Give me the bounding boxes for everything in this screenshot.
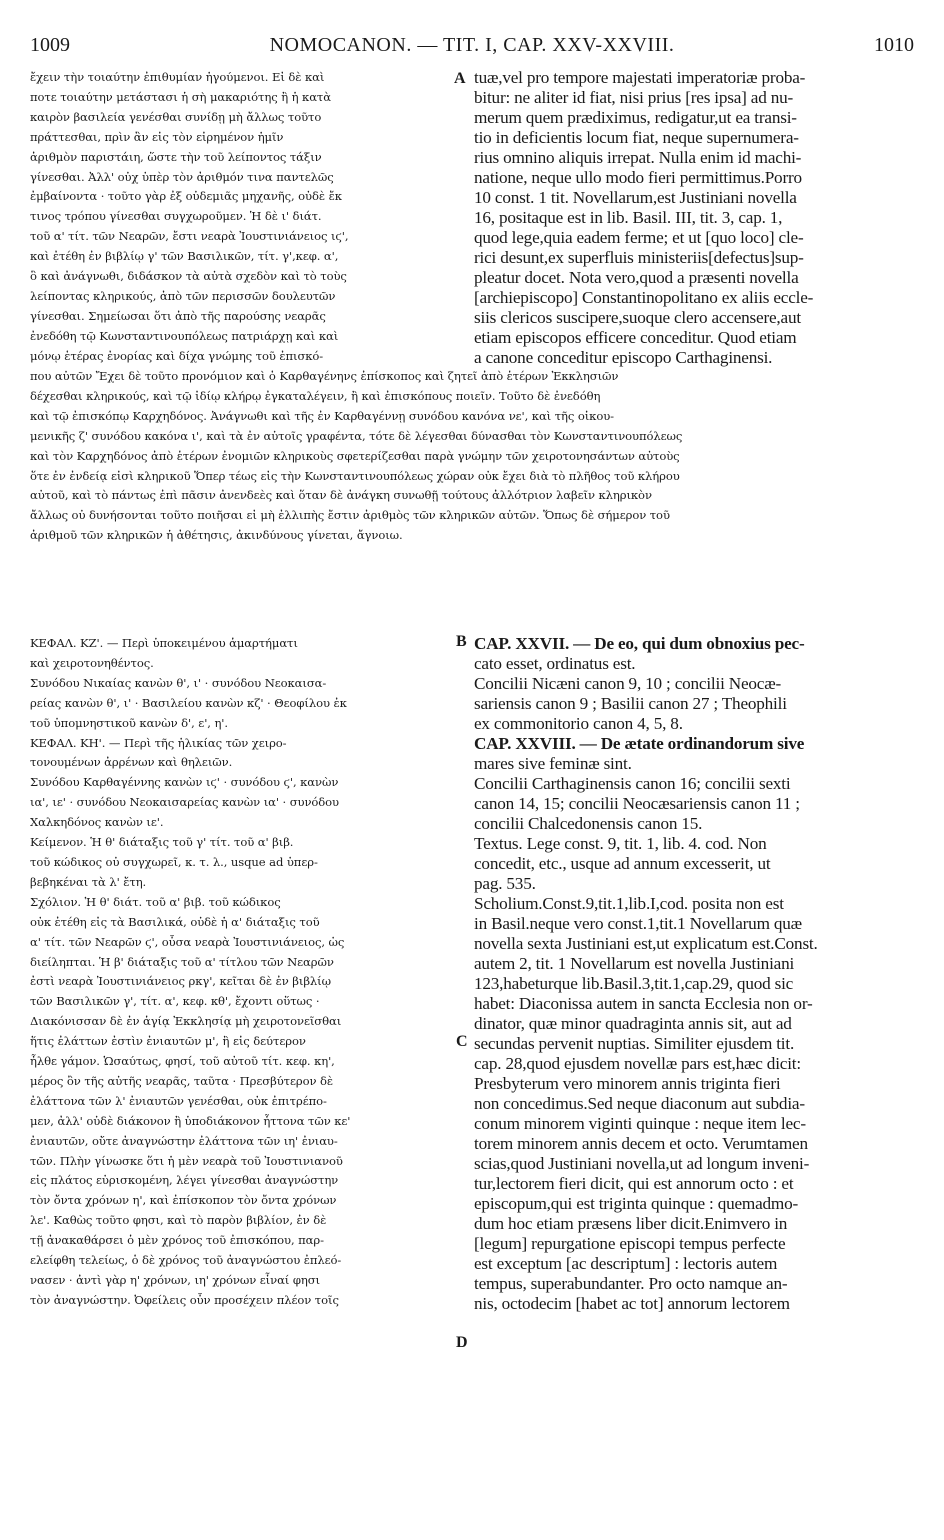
greek-line: ἐλάττονα τῶν λ' ἐνιαυτῶν γενέσθαι, οὐκ ἐπιτρέπο- xyxy=(30,1093,327,1108)
greek-line: ἐμβαίνοντα · τοῦτο γὰρ ἐξ οὐδεμιᾶς μηχανῆς, οὐδὲ ἔκ xyxy=(30,189,342,204)
greek-line: καὶ τῷ ἐπισκόπῳ Καρχηδόνος. Ἀνάγνωθι καὶ τῆς ἐν Καρθαγέννῃ συνόδου κανόνα νε', καὶ τῆς οἰκου- xyxy=(30,408,614,423)
greek-line: ΚΕΦΑΛ. ΚΗ'. — Περὶ τῆς ἡλικίας τῶν χειρο- xyxy=(30,735,287,750)
latin-line: rius omnino aliquis irrepat. Nulla enim id machi- xyxy=(474,148,802,167)
greek-line: βεβηκέναι τὰ λ' ἔτη. xyxy=(30,874,147,889)
greek-line: νασεν · ἀντὶ γὰρ η' χρόνων, ιη' χρόνων εἶναί φησι xyxy=(30,1273,320,1287)
latin-line: tempus, superabundanter. Pro octo namque an- xyxy=(474,1274,788,1293)
margin-letter-b: B xyxy=(456,633,467,650)
latin-line: Textus. Lege const. 9, tit. 1, lib. 4. cod. Non xyxy=(474,834,767,853)
latin-line: 16, positaque est in lib. Basil. III, tit. 3, cap. 1, xyxy=(474,208,783,227)
latin-line: Concilii Nicæni canon 9, 10 ; concilii Neocæ- xyxy=(474,674,781,693)
greek-line: ποτε τοιαύτην μετάστασι ἡ σὴ μακαριότης ἢ ἡ κατὰ xyxy=(30,89,331,104)
greek-line: τῶν Βασιλικῶν γ', τίτ. α', κεφ. κθ', ἔχοντι οὕτως · xyxy=(30,994,320,1009)
greek-line: ἥτις ἐλάττων ἐστὶν ἐνιαυτῶν μ', ἢ εἰς δεύτερον xyxy=(30,1034,306,1049)
latin-line: sariensis canon 9 ; Basilii canon 27 ; Theophili xyxy=(474,694,787,713)
latin-line: Scholium.Const.9,tit.1,lib.I,cod. posita non est xyxy=(474,894,784,913)
greek-line: Συνόδου Νικαίας κανὼν θ', ι' · συνόδου Νεοκαισα- xyxy=(30,675,327,690)
latin-column-bottom xyxy=(474,634,920,1314)
page-number-left: 1009 xyxy=(30,34,70,56)
greek-line: εἰς πλάτος εὑρισκομένη, λέγει γίνεσθαι ἀναγνώστην xyxy=(30,1173,339,1188)
latin-line: autem 2, tit. 1 Novellarum est novella Justiniani xyxy=(474,954,795,973)
greek-line: Συνόδου Καρθαγέννης κανὼν ιϛ' · συνόδου ϛ', κανὼν xyxy=(30,775,339,790)
greek-column-top xyxy=(30,68,454,367)
greek-line: καὶ τὸν Καρχηδόνος ἀπὸ ἑτέρων ἐνομιῶν κληρικοὺς σφετερίζεσθαι παρὰ γνώμην τῶν χειροτονησάντων αὐτοὺς xyxy=(30,448,680,463)
greek-line: δέχεσθαι κληρικούς, καὶ τῷ ἰδίῳ κλήρῳ ἐγκαταλέγειν, ἢ καὶ ἐπισκόπους ποιεῖν. Τοῦτο δὲ ἐνεδόθη xyxy=(30,388,601,403)
greek-line: Κείμενον. Ἡ θ' διάταξις τοῦ γ' τίτ. τοῦ α' βιβ. xyxy=(30,835,294,850)
latin-line: cap. 28,quod ejusdem novellæ pars est,hæc dicit: xyxy=(474,1054,801,1073)
latin-line: scias,quod Justiniani novella,ut ad longum inveni- xyxy=(474,1154,810,1173)
running-header xyxy=(30,30,914,62)
latin-line: tuæ,vel pro tempore majestati imperatoriæ proba- xyxy=(474,68,806,87)
latin-line: est exceptum [ac descriptum] : lectoris autem xyxy=(474,1254,778,1273)
margin-letter-a: A xyxy=(454,70,466,87)
greek-line: αὐτοῦ, καὶ τὸ πάντως ἐπὶ πᾶσιν ἀνενδεὲς καὶ ὅταν δὲ ἀνάγκη συνωθῇ τούτους ἀλλότριον λαβεῖν κληρικὸν xyxy=(30,488,652,503)
greek-line: ὃ καὶ ἀνάγνωθι, διδάσκον τὰ αὐτὰ σχεδὸν καὶ τὸ τοὺς xyxy=(30,269,347,284)
latin-line: concedit, etc., usque ad annum excesserit, ut xyxy=(474,854,771,873)
greek-line: καὶ ἐτέθη ἐν βιβλίῳ γ' τῶν Βασιλικῶν, τίτ. γ',κεφ. α', xyxy=(30,249,339,264)
greek-line: ἐνεδόθη τῷ Κωνσταντινουπόλεως πατριάρχῃ καὶ καὶ xyxy=(30,328,339,343)
latin-line: 10 const. 1 tit. Novellarum,est Justiniani novella xyxy=(474,188,797,207)
greek-full-width xyxy=(30,367,920,546)
greek-line: πράττεσθαι, πρὶν ἂν εἰς τὸν εἰρημένον ἡμῖν xyxy=(30,129,284,144)
latin-line: in Basil.neque vero const.1,tit.1 Novellarum quæ xyxy=(474,914,802,933)
page-number-right: 1010 xyxy=(874,34,914,56)
greek-column-bottom xyxy=(30,634,454,1311)
latin-line: Concilii Carthaginensis canon 16; concilii sexti xyxy=(474,774,791,793)
greek-line: ἄλλως οὐ δυνήσονται τοῦτο ποιῆσαι εἰ μὴ ἐλλιπὴς ἔστιν ἀριθμὸς τῶν κληρικῶν αὐτῶν. Ὅπως δὲ σήμερον τοῦ xyxy=(30,508,670,523)
greek-line: Χαλκηδόνος κανὼν ιε'. xyxy=(30,815,164,830)
greek-line: ἀριθμοῦ τῶν κληρικῶν ἡ ἀθέτησις, ἀκινδύνους γίνεται, ἄγνοιω. xyxy=(30,528,403,543)
greek-line: καὶ χειροτονηθέντος. xyxy=(30,655,154,670)
latin-line: nis, octodecim [habet ac tot] annorum lectorem xyxy=(474,1294,790,1313)
greek-line: γίνεσθαι. Σημείωσαι ὅτι ἀπὸ τῆς παρούσης νεαρᾶς xyxy=(30,308,326,323)
latin-line: mares sive feminæ sint. xyxy=(474,754,632,773)
margin-letter-d: D xyxy=(456,1334,468,1351)
greek-line: ἐστὶ νεαρὰ Ἰουστινιάνειος ρκγ', κεῖται δὲ ἐν βιβλίῳ xyxy=(30,974,331,989)
greek-line: λείποντας κληρικούς, ἀπὸ τῶν περισσῶν δουλευτῶν xyxy=(30,288,336,303)
latin-line: conum minorem viginti quinque : neque item lec- xyxy=(474,1114,806,1133)
greek-line: γίνεσθαι. Ἀλλ' οὐχ ὑπὲρ τὸν ἀριθμόν τινα παντελῶς xyxy=(30,169,334,184)
greek-line: ἀριθμὸν παριστάιη, ὥστε τὴν τοῦ λείποντος τάξιν xyxy=(30,149,322,164)
latin-line: [archiepiscopo] Constantinopolitano ex aliis eccle- xyxy=(474,288,814,307)
latin-line: episcopum,qui est triginta quinque : quemadmo- xyxy=(474,1194,798,1213)
latin-line: novella sexta Justiniani est,ut explicatum est.Const. xyxy=(474,934,818,953)
greek-line: τινος τρόπου γίνεσθαι συγχωροῦμεν. Ἡ δὲ ι' διάτ. xyxy=(30,209,322,224)
latin-line: Presbyterum vero minorem annis triginta fieri xyxy=(474,1074,781,1093)
latin-line: 123,habeturque lib.Basil.3,tit.1,cap.29, quod sic xyxy=(474,974,794,993)
greek-line: καιρὸν βασιλεία γενέσθαι συνίδῃ μὴ ἄλλως τοῦτο xyxy=(30,109,322,124)
latin-line: dum hoc etiam præsens liber dicit.Enimvero in xyxy=(474,1214,788,1233)
latin-line: torem minorem annis decem et octo. Verumtamen xyxy=(474,1134,808,1153)
greek-line: μόνῳ ἑτέρας ἐνορίας καὶ δίχα γνώμης τοῦ ἐπισκό- xyxy=(30,348,324,363)
greek-line: τῇ ἀνακαθάρσει ὁ μὲν χρόνος τοῦ ἐπισκόπου, παρ- xyxy=(30,1233,324,1248)
greek-line: ἔχειν τὴν τοιαύτην ἐπιθυμίαν ἡγούμενοι. Εἰ δὲ καὶ xyxy=(30,70,325,84)
latin-line: merum quem prædiximus, redigatur,ut ea transi- xyxy=(474,108,797,127)
latin-line: rici desunt,ex superfluis ministeriis[defectus]sup- xyxy=(474,248,804,267)
latin-line: pag. 535. xyxy=(474,874,536,893)
latin-line: tio in deficientis locum fiat, neque supernumera- xyxy=(474,128,799,147)
greek-line: ἐνιαυτῶν, οὔτε ἀναγνώστην ἐλάττονα τῶν ιη' ἐνιαυ- xyxy=(30,1133,338,1148)
latin-line: siis clericos suscipere,suoque clero accensere,aut xyxy=(474,308,801,327)
greek-line: διείληπται. Ἡ β' διάταξις τοῦ α' τίτλου τῶν Νεαρῶν xyxy=(30,954,334,969)
latin-line: tur,lectorem fieri dicit, qui est annorum octo : et xyxy=(474,1174,794,1193)
greek-line: μέρος ὂν τῆς αὐτῆς νεαρᾶς, ταῦτα · Πρεσβύτερον δὲ xyxy=(30,1073,334,1088)
greek-line: τοῦ α' τίτ. τῶν Νεαρῶν, ἔστι νεαρὰ Ἰουστινιάνειος ιϛ', xyxy=(30,229,349,244)
greek-line: ΚΕΦΑΛ. ΚΖ'. — Περὶ ὑποκειμένου ἁμαρτήματι xyxy=(30,636,298,650)
greek-line: μενικῆς ζ' συνόδου κακόνα ι', καὶ τὰ ἐν αὐτοῖς γραφέντα, τότε δὲ λέγεσθαι δύνασθαι τὸν Κωνσταντινουπόλεως xyxy=(30,428,683,443)
margin-letter-c: C xyxy=(456,1033,468,1050)
greek-line: μεν, ἀλλ' οὐδὲ διάκονον ἢ ὑποδιάκονον ἧττονα τῶν κε' xyxy=(30,1113,351,1128)
greek-line: ια', ιε' · συνόδου Νεοκαισαρείας κανὼν ια' · συνόδου xyxy=(30,795,340,810)
latin-line: pleatur docet. Nota vero,quod a præsenti novella xyxy=(474,268,799,287)
greek-line: ὅτε ἐν ἐνδείᾳ εἰσὶ κληρικοῦ Ὅπερ τέως εἰς τὴν Κωνσταντινουπόλεως χώραν οὐκ ἔχει διὰ τὸ πλῆθος τοῦ κλήρου xyxy=(30,468,680,483)
latin-line: secundas pervenit nuptias. Similiter ejusdem tit. xyxy=(474,1034,795,1053)
latin-line: a canone conceditur episcopo Carthaginensi. xyxy=(474,348,773,367)
latin-line: natione, neque ullo modo fieri permittimus.Porro xyxy=(474,168,802,187)
greek-line: τὸν ὄντα χρόνων η', καὶ ἐπίσκοπον τὸν ὄντα χρόνων xyxy=(30,1193,337,1208)
latin-line: non concedimus.Sed neque diaconum aut subdia- xyxy=(474,1094,805,1113)
greek-line: α' τίτ. τῶν Νεαρῶν ϛ', οὖσα νεαρὰ Ἰουστινιάνειος, ὡς xyxy=(30,934,345,949)
greek-line: ελείφθη τελείως, ὁ δὲ χρόνος τοῦ ἀναγνώστου ἐπλεό- xyxy=(30,1253,342,1268)
latin-line: bitur: ne aliter id fiat, nisi prius [res ipsa] ad nu- xyxy=(474,88,794,107)
greek-line: ρείας κανὼν θ', ι' · Βασιλείου κανὼν κζ' · Θεοφίλου ἐκ xyxy=(30,695,347,710)
latin-line: ex commonitorio canon 4, 5, 8. xyxy=(474,714,683,733)
latin-line: concilii Chalcedonensis canon 15. xyxy=(474,814,703,833)
greek-line: λε'. Καθὼς τοῦτο φησι, καὶ τὸ παρὸν βιβλίον, ἐν δὲ xyxy=(30,1213,327,1228)
latin-column-top xyxy=(474,68,920,368)
latin-line: habet: Diaconissa autem in sancta Ecclesia non or- xyxy=(474,994,813,1013)
greek-line: τοῦ ὑπομνηστικοῦ κανὼν δ', ε', η'. xyxy=(30,715,228,730)
greek-line: τοῦ κώδικος οὐ συγχωρεῖ, κ. τ. λ., usque ad ὑπερ- xyxy=(30,854,318,869)
latin-line: dinator, quæ minor quadraginta annis sit, aut ad xyxy=(474,1014,792,1033)
greek-line: οὐκ ἐτέθη εἰς τὰ Βασιλικά, οὐδὲ ἡ α' διάταξις τοῦ xyxy=(30,914,320,929)
latin-line: CAP. XXVIII. — De ætate ordinandorum sive xyxy=(474,734,805,753)
greek-line: Σχόλιον. Ἡ θ' διάτ. τοῦ α' βιβ. τοῦ κώδικος xyxy=(30,894,281,909)
greek-line: Διακόνισσαν δὲ ἐν ἁγίᾳ Ἐκκλησίᾳ μὴ χειροτονεῖσθαι xyxy=(30,1014,342,1029)
greek-line: τῶν. Πλὴν γίνωσκε ὅτι ἡ μὲν νεαρὰ τοῦ Ἰουστινιανοῦ xyxy=(30,1153,343,1168)
latin-line: etiam episcopos efficere conceditur. Quod etiam xyxy=(474,328,797,347)
greek-line: ἦλθε γάμον. Ὡσαύτως, φησί, τοῦ αὐτοῦ τίτ. κεφ. κη', xyxy=(30,1054,335,1069)
greek-line: τονουμένων ἀρρένων καὶ θηλειῶν. xyxy=(30,755,233,770)
greek-line: που αὐτῶν Ἔχει δὲ τοῦτο προνόμιον καὶ ὁ Καρθαγένηνς ἐπίσκοπος καὶ ζητεῖ ἀπὸ ἑτέρων Ἐκκλησιῶν xyxy=(30,369,619,383)
running-title: NOMOCANON. — TIT. I, CAP. XXV-XXVIII. xyxy=(269,34,675,56)
latin-line: [legum] repurgatione episcopi tempus perfecte xyxy=(474,1234,786,1253)
latin-line: canon 14, 15; concilii Neocæsariensis canon 11 ; xyxy=(474,794,800,813)
latin-line: CAP. XXVII. — De eo, qui dum obnoxius pec- xyxy=(474,634,805,653)
latin-line: quod lege,quia eadem ferme; et ut [quo loco] cle- xyxy=(474,228,804,247)
latin-line: cato esset, ordinatus est. xyxy=(474,654,636,673)
greek-line: τὸν ἀναγνώστην. Ὀφείλεις οὖν προσέχειν πλέον τοῖς xyxy=(30,1292,339,1307)
